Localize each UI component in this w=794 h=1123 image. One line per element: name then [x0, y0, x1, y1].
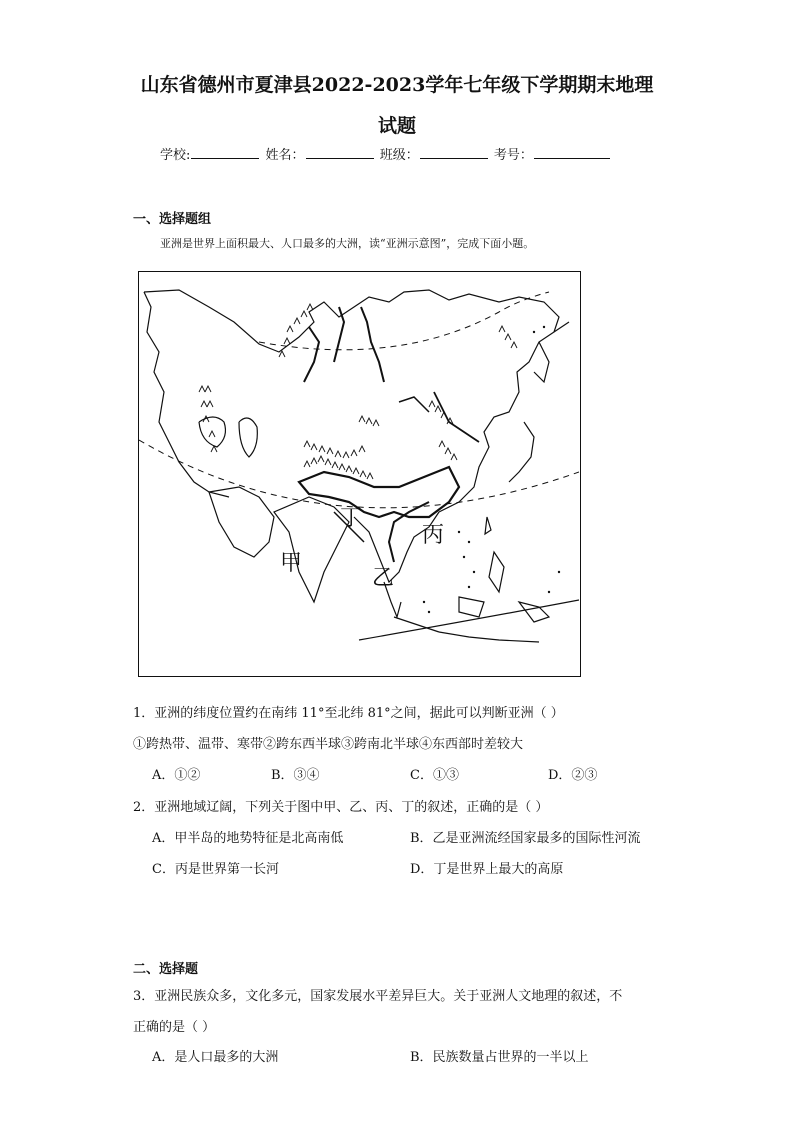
exam-number-blank[interactable] — [534, 146, 610, 159]
question-2-option-c[interactable]: C．丙是世界第一长河 — [152, 862, 279, 877]
question-2-option-d[interactable]: D．丁是世界上最大的高原 — [410, 862, 564, 877]
question-3-stem-line1: 3．亚洲民族众多，文化多元，国家发展水平差异巨大。关于亚洲人文地理的叙述，不 — [133, 989, 623, 1004]
name-blank[interactable] — [306, 146, 374, 159]
question-1-option-a[interactable]: A．①② — [152, 768, 201, 783]
class-label: 班级： — [379, 148, 419, 163]
map-label-bing: 丙 — [422, 523, 445, 548]
student-info-row — [160, 144, 612, 163]
map-label-jia: 甲 — [280, 551, 303, 576]
question-2-option-b[interactable]: B．乙是亚洲流经国家最多的国际性河流 — [410, 831, 641, 846]
question-1-stem: 1．亚洲的纬度位置约在南纬 11°至北纬 81°之间，据此可以判断亚洲（ ） — [133, 706, 564, 721]
asia-map-figure — [139, 272, 579, 675]
section1-heading: 一、选择题组 — [133, 212, 212, 227]
exam-title-line2: 试题 — [377, 115, 416, 137]
question-2-stem: 2．亚洲地域辽阔，下列关于图中甲、乙、丙、丁的叙述，正确的是（ ） — [133, 800, 549, 815]
question-2-option-a[interactable]: A．甲半岛的地势特征是北高南低 — [152, 831, 344, 846]
question-1-option-d[interactable]: D．②③ — [548, 768, 598, 783]
exam-title-line1: 山东省德州市夏津县2022-2023学年七年级下学期期末地理 — [140, 74, 654, 96]
section2-heading: 二、选择题 — [133, 962, 199, 977]
question-3-option-b[interactable]: B．民族数量占世界的一半以上 — [410, 1050, 589, 1065]
school-blank[interactable] — [191, 146, 259, 159]
exam-number-label: 考号： — [493, 148, 533, 163]
class-blank[interactable] — [420, 146, 488, 159]
question-3-stem-line2: 正确的是（ ） — [133, 1020, 216, 1035]
name-label: 姓名： — [265, 148, 305, 163]
school-label: 学校: — [160, 148, 191, 163]
map-label-yi: 乙 — [372, 566, 395, 591]
question-1-option-b[interactable]: B．③④ — [271, 768, 320, 783]
section1-intro: 亚洲是世界上面积最大、人口最多的大洲，读“亚洲示意图”，完成下面小题。 — [160, 237, 535, 250]
question-1-statements: ①跨热带、温带、寒带②跨东西半球③跨南北半球④东西部时差较大 — [133, 737, 524, 752]
question-1-option-c[interactable]: C．①③ — [410, 768, 459, 783]
asia-map — [138, 271, 581, 677]
question-3-option-a[interactable]: A．是人口最多的大洲 — [152, 1050, 279, 1065]
map-label-ding: 丁 — [340, 506, 363, 531]
